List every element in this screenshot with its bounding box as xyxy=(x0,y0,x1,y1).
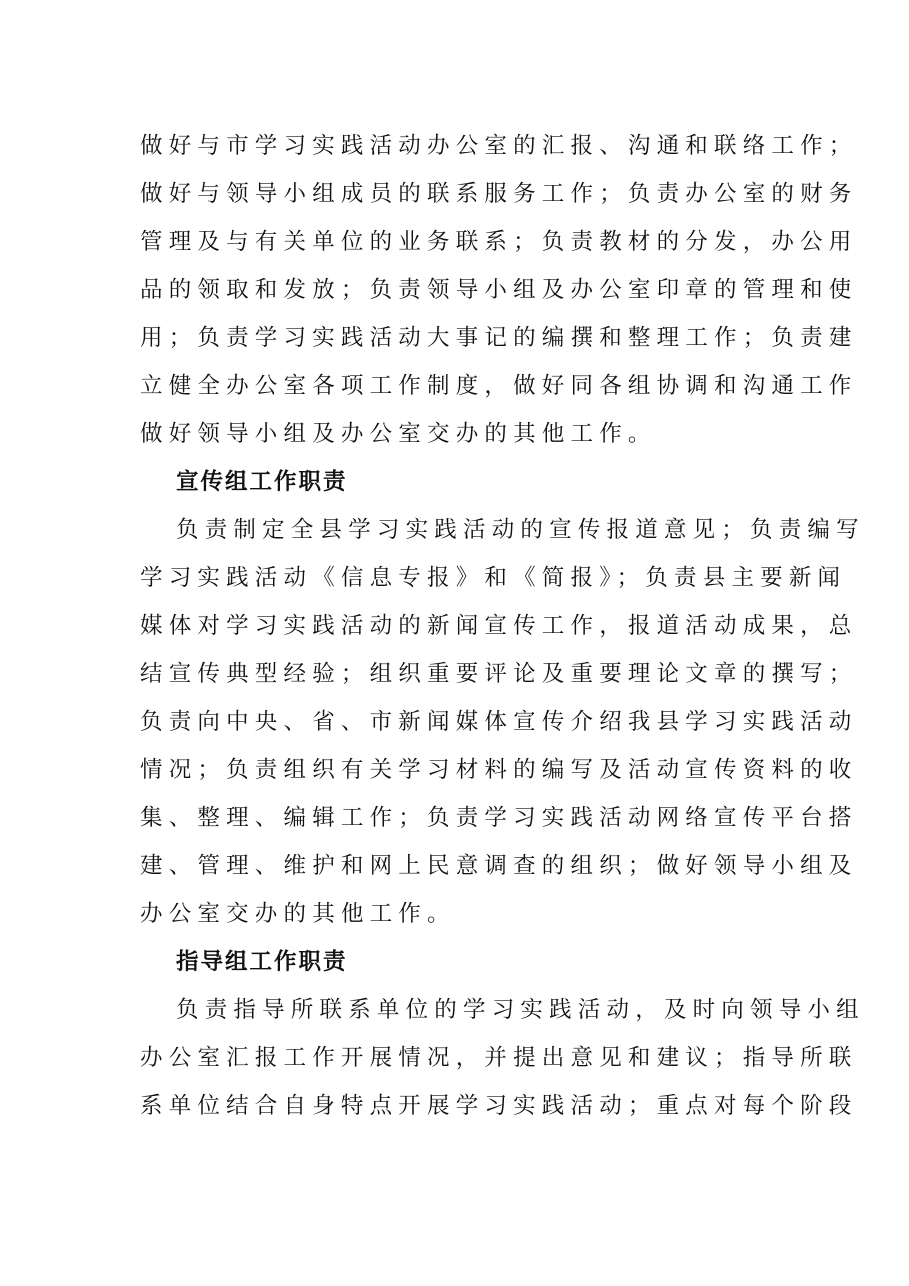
body-line: 立健全办公室各项工作制度，做好同各组协调和沟通工作 xyxy=(140,373,858,399)
body-line: 学习实践活动《信息专报》和《简报》；负责县主要新闻 xyxy=(140,565,847,591)
body-line: 负责制定全县学习实践活动的宣传报道意见；负责编写 xyxy=(176,517,865,543)
body-line: 用；负责学习实践活动大事记的编撰和整理工作；负责建 xyxy=(140,325,858,351)
body-line: 管理及与有关单位的业务联系；负责教材的分发，办公用 xyxy=(140,229,858,255)
body-line: 媒体对学习实践活动的新闻宣传工作，报道活动成果，总 xyxy=(140,613,858,639)
body-line: 情况；负责组织有关学习材料的编写及活动宣传资料的收 xyxy=(140,757,858,783)
body-line: 建、管理、维护和网上民意调查的组织；做好领导小组及 xyxy=(140,853,858,879)
section-heading-publicity: 宣传组工作职责 xyxy=(176,469,348,495)
body-line: 品的领取和发放；负责领导小组及办公室印章的管理和使 xyxy=(140,277,858,303)
body-line: 负责指导所联系单位的学习实践活动，及时向领导小组 xyxy=(176,997,865,1023)
body-line: 负责向中央、省、市新闻媒体宣传介绍我县学习实践活动 xyxy=(140,709,858,735)
body-line: 办公室交办的其他工作。 xyxy=(140,901,456,927)
body-line: 做好与市学习实践活动办公室的汇报、沟通和联络工作； xyxy=(140,133,858,159)
section-heading-guidance: 指导组工作职责 xyxy=(176,949,348,975)
document-body xyxy=(140,122,865,1130)
body-line: 系单位结合自身特点开展学习实践活动；重点对每个阶段 xyxy=(140,1093,858,1119)
body-line: 做好与领导小组成员的联系服务工作；负责办公室的财务 xyxy=(140,181,858,207)
body-line: 结宣传典型经验；组织重要评论及重要理论文章的撰写； xyxy=(140,661,858,687)
body-line: 做好领导小组及办公室交办的其他工作。 xyxy=(140,421,657,447)
body-line: 办公室汇报工作开展情况，并提出意见和建议；指导所联 xyxy=(140,1045,858,1071)
body-line: 集、整理、编辑工作；负责学习实践活动网络宣传平台搭 xyxy=(140,805,858,831)
